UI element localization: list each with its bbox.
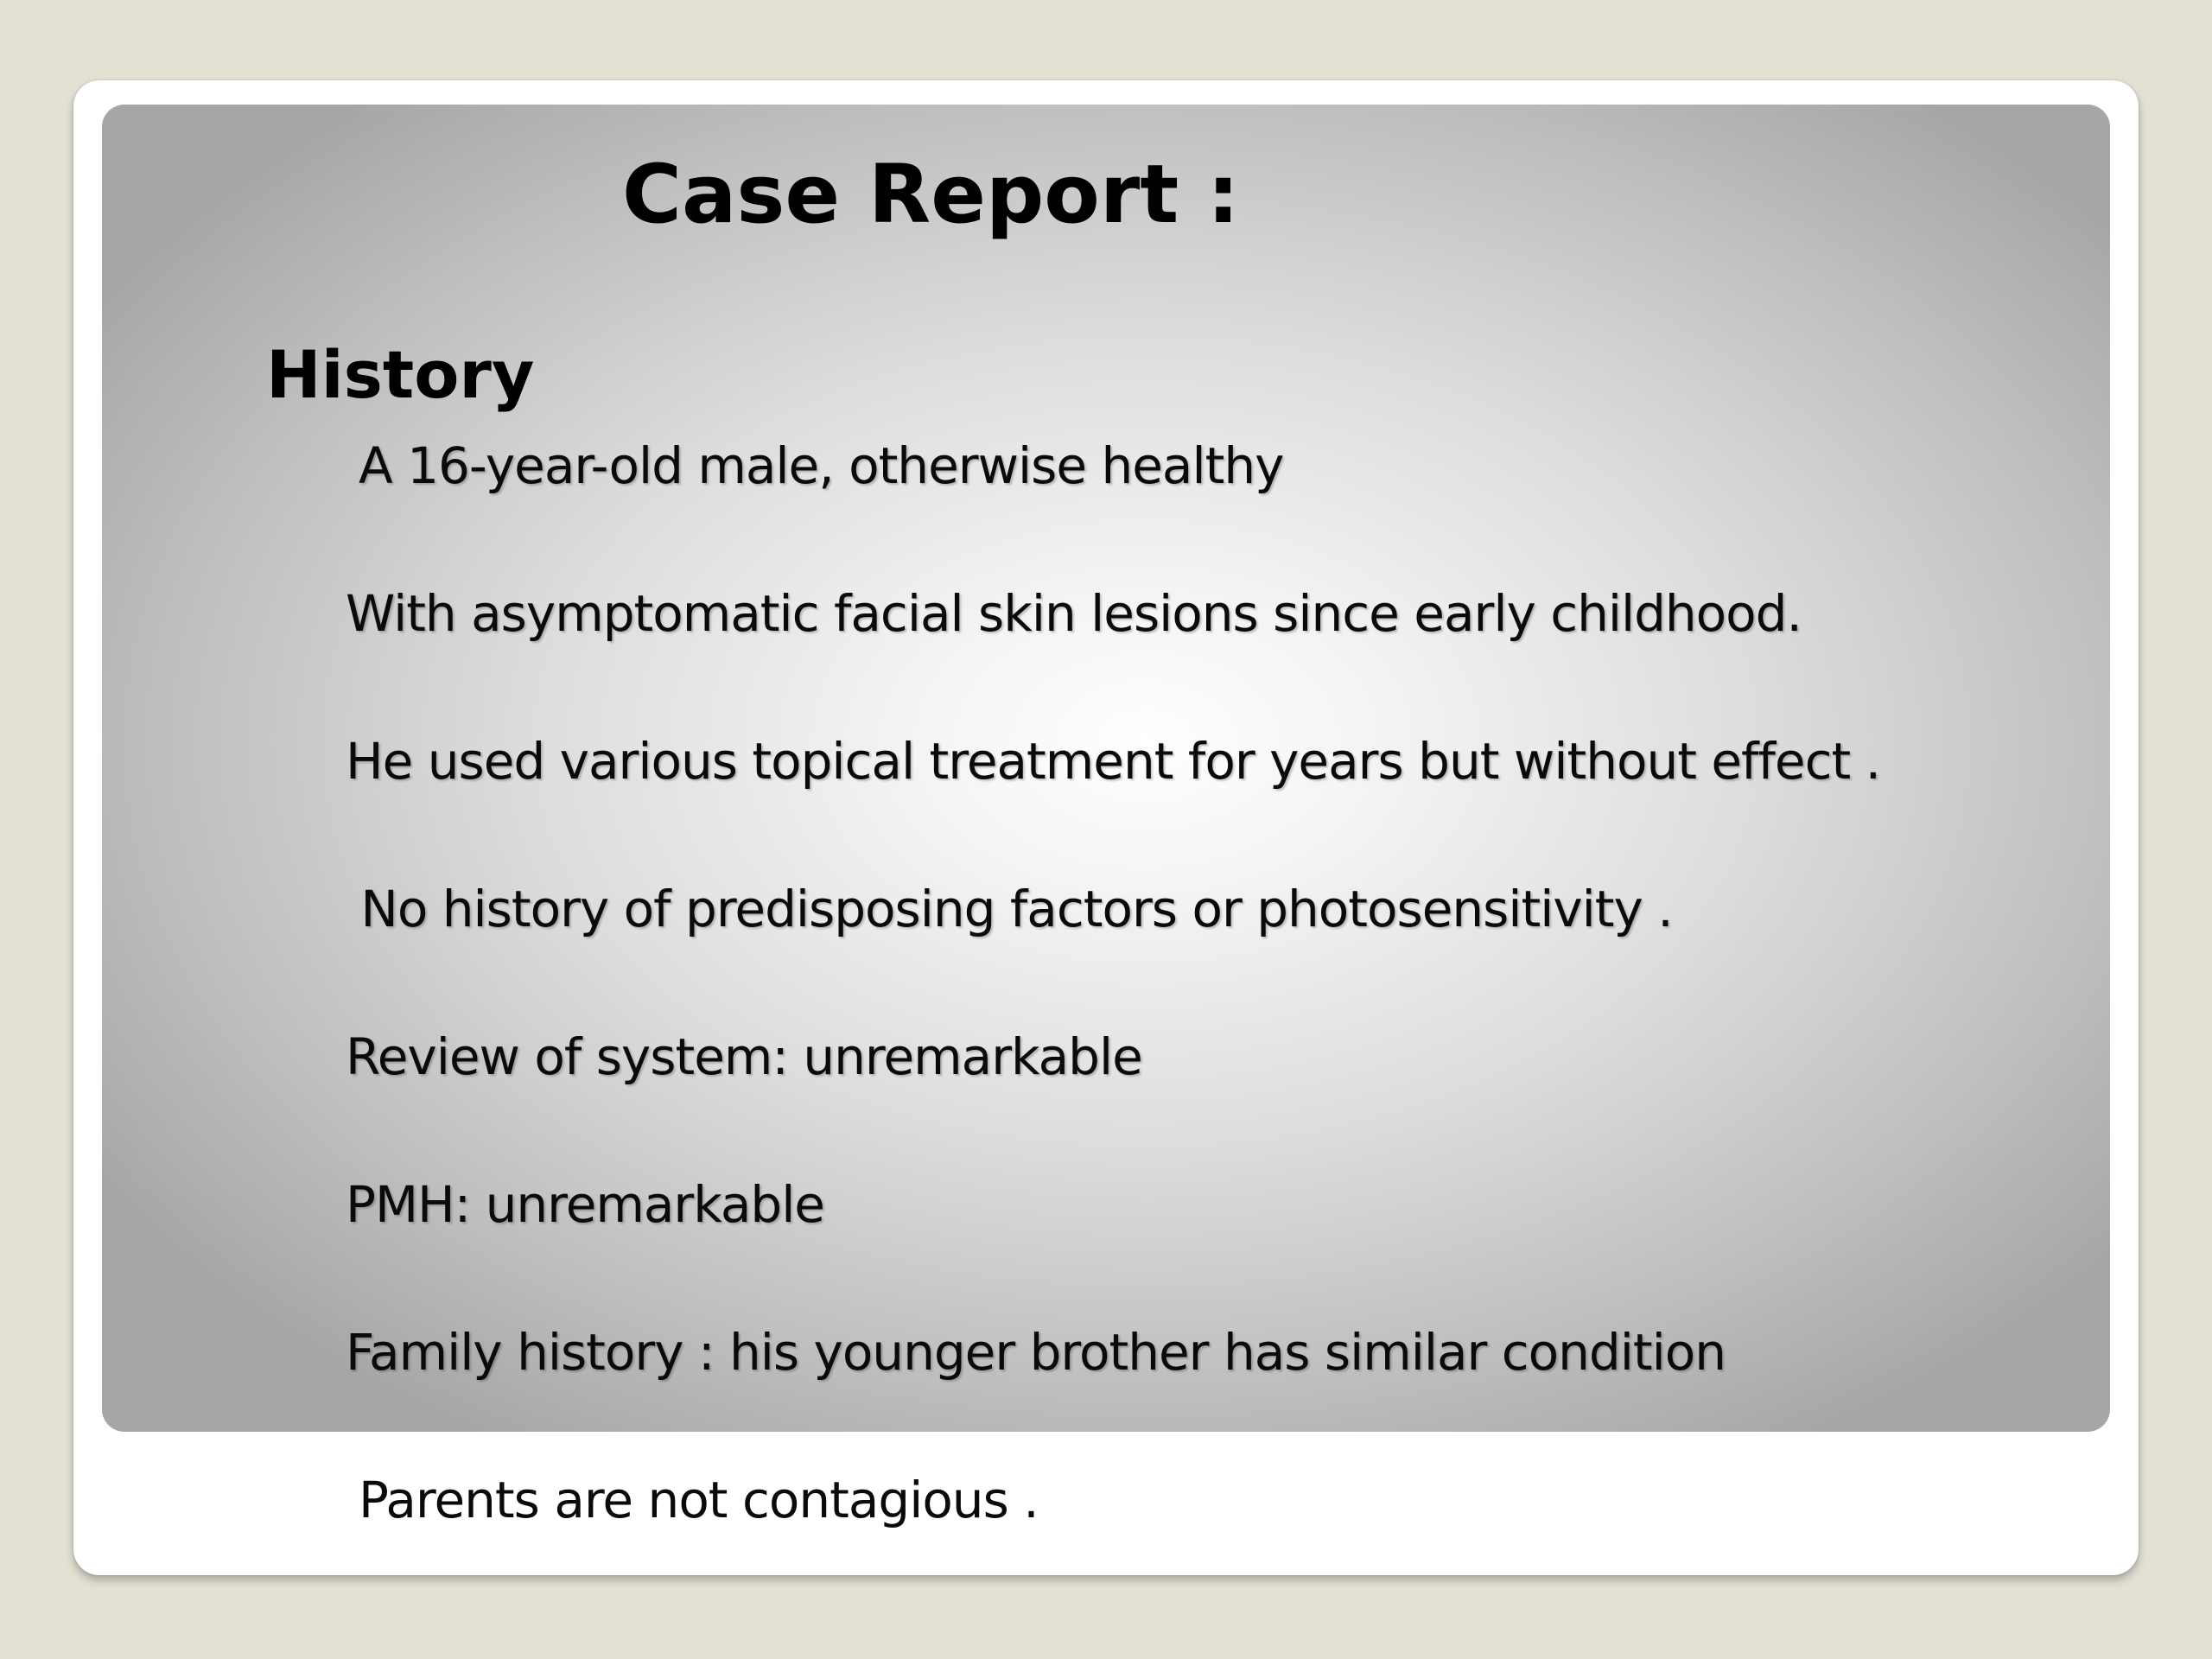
history-line-lesions: With asymptomatic facial skin lesions since early childhood. <box>346 584 1802 643</box>
history-line-family-history: Family history : his younger brother has similar condition <box>346 1323 1726 1382</box>
history-line-age: A 16-year-old male, otherwise healthy <box>359 436 1284 495</box>
history-line-pmh: PMH: unremarkable <box>346 1175 824 1234</box>
history-line-review-of-system: Review of system: unremarkable <box>346 1027 1142 1086</box>
section-heading-history: History <box>266 336 535 413</box>
history-line-treatment: He used various topical treatment for years but without effect . <box>346 732 1881 791</box>
history-line-parents: Parents are not contagious . <box>359 1471 1039 1529</box>
history-line-predisposing: No history of predisposing factors or photosensitivity . <box>346 880 1673 938</box>
slide-title: Case Report : <box>622 148 1240 242</box>
